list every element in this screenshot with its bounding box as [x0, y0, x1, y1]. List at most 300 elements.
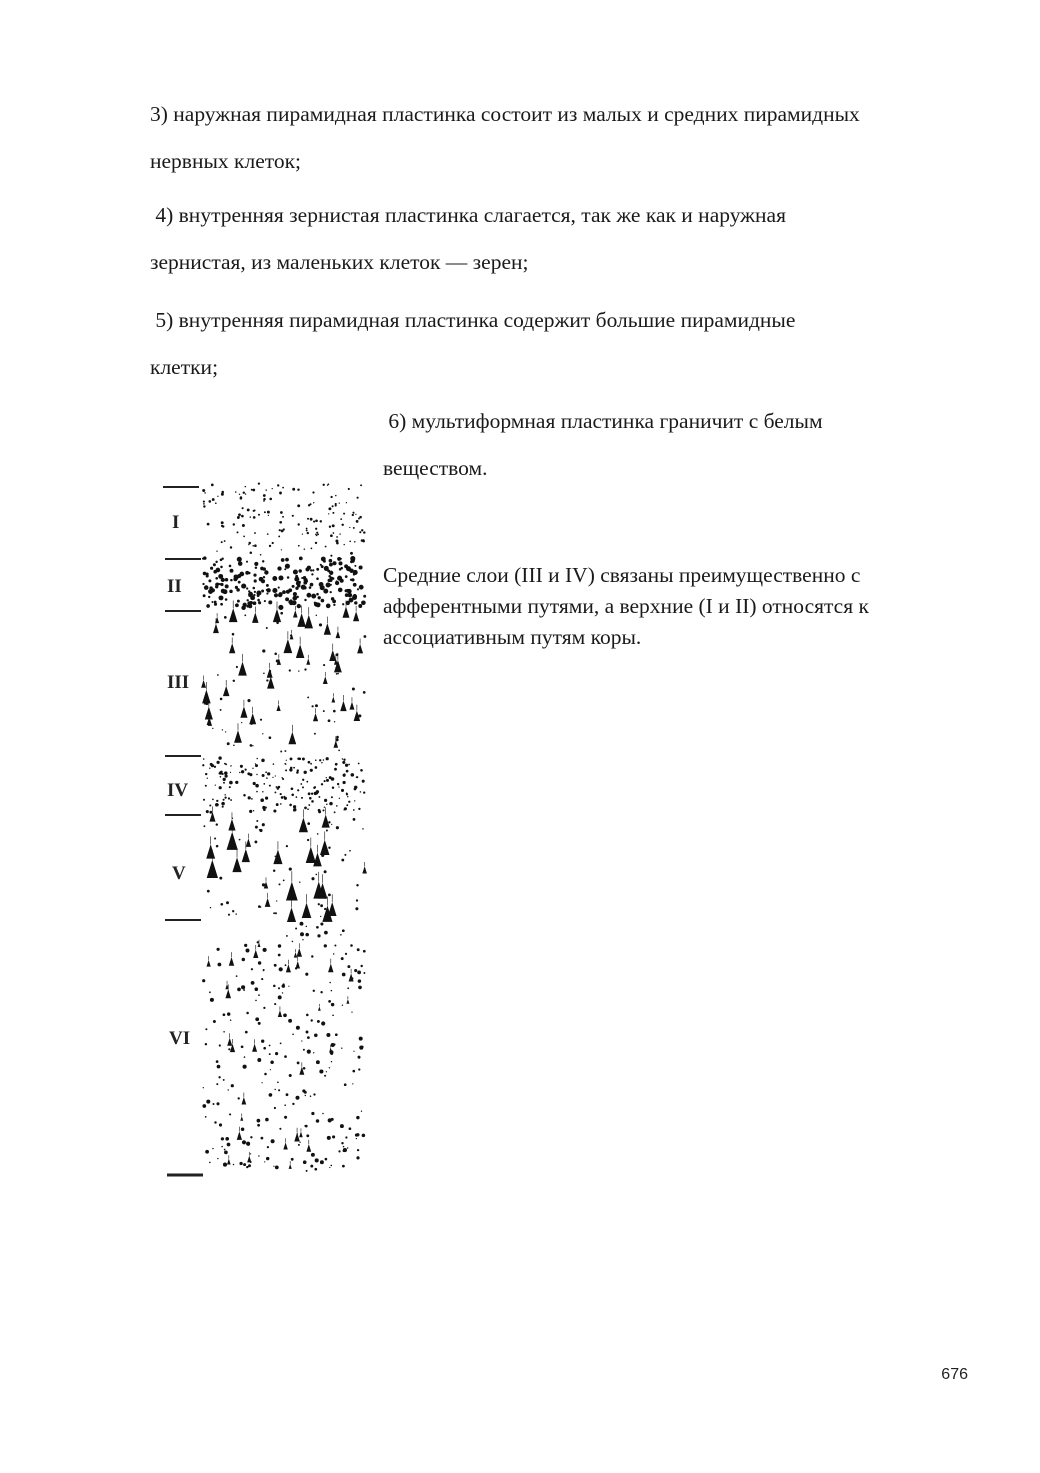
cell-dot — [236, 975, 238, 977]
cell-dot — [320, 904, 323, 907]
cell-dot — [319, 623, 322, 626]
cell-dot — [358, 518, 360, 520]
cell-dot — [334, 768, 337, 771]
cell-dot — [280, 793, 282, 795]
text-line: ассоциативным путям коры. — [383, 625, 642, 649]
cell-dot — [258, 1155, 259, 1156]
cell-dot — [262, 823, 265, 826]
cell-dot — [306, 1134, 309, 1137]
cell-dot — [320, 520, 322, 522]
cell-dot — [279, 568, 282, 571]
cell-dot — [302, 786, 304, 788]
cell-dot — [332, 505, 334, 507]
cell-dot — [316, 926, 319, 929]
cell-dot — [325, 546, 327, 548]
cell-dot — [344, 544, 345, 545]
cell-dot — [296, 796, 298, 798]
cell-dot — [278, 944, 281, 947]
cell-dot — [236, 666, 238, 668]
cell-dot — [210, 998, 214, 1002]
cell-dot — [228, 1089, 229, 1090]
cell-dot — [339, 502, 340, 503]
cell-dot — [262, 791, 264, 793]
pyramidal-cell — [318, 1004, 321, 1011]
cell-dot — [262, 774, 265, 777]
cell-dot — [243, 794, 246, 797]
cell-dot — [334, 721, 335, 722]
cell-dot — [307, 1036, 310, 1039]
cell-dot — [238, 513, 241, 516]
pyramidal-cell — [234, 723, 242, 742]
cell-dot — [239, 494, 240, 495]
cell-dot — [263, 576, 265, 578]
pyramidal-cell — [293, 606, 298, 617]
cell-dot — [219, 786, 222, 789]
cell-dot — [266, 627, 268, 629]
cell-dot — [347, 987, 349, 989]
cell-dot — [224, 540, 226, 542]
pyramidal-cell — [223, 680, 229, 696]
cell-dot — [318, 903, 320, 905]
cell-dot — [311, 1019, 313, 1021]
cell-dot — [245, 769, 247, 771]
cell-dot — [248, 544, 249, 545]
cell-dot — [297, 488, 299, 490]
cell-dot — [359, 1046, 363, 1050]
cell-dot — [202, 979, 205, 982]
cell-dot — [343, 773, 345, 775]
cell-dot — [315, 704, 318, 707]
pyramidal-cell — [249, 707, 256, 724]
cell-dot — [330, 555, 332, 557]
cell-dot — [279, 592, 283, 596]
pyramidal-cell — [201, 675, 206, 687]
cell-dot — [215, 561, 217, 563]
cell-dot — [243, 989, 245, 991]
cell-dot — [209, 811, 212, 814]
cell-dot — [254, 532, 256, 534]
cell-dot — [215, 583, 217, 585]
cell-dot — [224, 1151, 228, 1155]
cell-dot — [208, 596, 210, 598]
pyramidal-cell — [349, 697, 354, 709]
cell-dot — [256, 791, 258, 793]
cell-dot — [241, 1128, 245, 1132]
cell-dot — [321, 854, 324, 857]
cell-dot — [323, 589, 328, 594]
cell-dot — [267, 511, 270, 514]
cell-dot — [266, 593, 268, 595]
cell-dot — [323, 484, 325, 486]
cell-dot — [311, 705, 313, 707]
cell-dot — [203, 503, 205, 505]
cell-dot — [338, 1150, 340, 1152]
cell-dot — [302, 758, 305, 761]
cell-dot — [225, 578, 229, 582]
cell-dot — [292, 585, 295, 588]
cell-dot — [358, 986, 362, 990]
paragraph-layer-connections — [383, 560, 869, 653]
cell-dot — [274, 653, 277, 656]
cell-dot — [261, 579, 265, 583]
cell-dot — [358, 1056, 361, 1059]
cell-dot — [257, 1119, 261, 1123]
cell-dot — [213, 1103, 215, 1105]
cell-dot — [205, 1043, 207, 1045]
cell-dot — [272, 542, 274, 544]
cell-dot — [224, 1149, 226, 1151]
pyramidal-cell — [264, 877, 268, 888]
cell-dot — [224, 616, 227, 619]
cell-dot — [356, 1116, 359, 1119]
cell-dot — [311, 955, 313, 957]
cell-dot — [222, 802, 224, 804]
cell-dot — [229, 590, 233, 594]
cell-dot — [279, 521, 282, 524]
cell-dot — [299, 557, 303, 561]
cell-dot — [305, 567, 309, 571]
cell-dot — [252, 768, 253, 769]
cell-dot — [342, 758, 343, 759]
cell-dot — [283, 1013, 287, 1017]
cell-dot — [332, 786, 334, 788]
cell-dot — [263, 1047, 266, 1050]
cell-dot — [336, 736, 339, 739]
cell-dot — [296, 1096, 300, 1100]
cell-dot — [334, 944, 336, 946]
cell-dot — [276, 803, 279, 806]
cell-dot — [330, 1165, 332, 1167]
cell-dot — [329, 1167, 330, 1168]
cell-dot — [225, 731, 226, 732]
cell-dot — [328, 821, 330, 823]
cell-dot — [311, 1153, 315, 1157]
cell-dot — [217, 804, 219, 806]
cell-dot — [278, 535, 280, 537]
text-line: афферентными путями, а верхние (I и II) относятся к — [383, 594, 869, 618]
cell-dot — [329, 526, 331, 528]
cell-dot — [323, 710, 325, 712]
cell-dot — [339, 533, 340, 534]
pyramidal-cell — [229, 952, 234, 966]
cell-dot — [354, 800, 355, 801]
cell-dot — [289, 868, 292, 871]
cell-dot — [258, 961, 261, 964]
cell-dot — [348, 488, 350, 490]
cell-dot — [352, 514, 354, 516]
pyramidal-cell — [297, 605, 306, 626]
text-line: нервных клеток; — [150, 149, 302, 173]
cell-dot — [264, 570, 268, 574]
cell-dot — [223, 1163, 227, 1167]
cell-dot — [342, 929, 345, 932]
cell-dot — [324, 931, 328, 935]
cell-dot — [246, 561, 248, 563]
cell-dot — [355, 514, 356, 515]
cell-dot — [269, 785, 271, 787]
cell-dot — [361, 529, 363, 531]
pyramidal-cell — [238, 654, 247, 676]
cell-dot — [313, 1052, 314, 1053]
cell-dot — [330, 534, 333, 537]
cell-dot — [250, 1153, 251, 1154]
cell-dot — [246, 1166, 248, 1168]
cell-dot — [253, 601, 257, 605]
cell-dot — [217, 1158, 218, 1159]
cell-dot — [221, 493, 224, 496]
cell-dot — [223, 778, 226, 781]
cell-dot — [337, 783, 339, 785]
cell-dot — [280, 612, 283, 615]
cell-dot — [292, 1103, 294, 1105]
cell-dot — [333, 953, 334, 954]
cell-dot — [248, 796, 251, 799]
pyramidal-cell — [207, 956, 211, 966]
cell-dot — [204, 492, 206, 494]
cell-dot — [286, 845, 288, 847]
cell-dot — [328, 894, 331, 897]
cell-dot — [254, 562, 258, 566]
cell-dot — [287, 576, 290, 579]
cell-dot — [202, 558, 204, 560]
cell-dot — [263, 494, 266, 497]
cell-dot — [267, 533, 269, 535]
cell-dot — [354, 541, 356, 543]
text-line: Средние слои (III и IV) связаны преимущественно с — [383, 563, 861, 587]
cell-dot — [235, 781, 238, 784]
cell-dot — [311, 793, 313, 795]
cell-dot — [284, 1104, 286, 1106]
cell-dot — [321, 762, 322, 763]
cell-dot — [205, 785, 207, 787]
cell-dot — [356, 1138, 357, 1139]
cell-dot — [342, 761, 345, 764]
cell-dot — [258, 905, 261, 908]
cell-dot — [220, 566, 223, 569]
cell-dot — [312, 491, 314, 493]
cell-dot — [315, 718, 317, 720]
cell-dot — [363, 531, 365, 533]
cell-dot — [278, 1089, 280, 1091]
cell-dot — [341, 1142, 343, 1144]
cell-dot — [245, 486, 247, 488]
cell-dot — [339, 798, 340, 799]
cell-dot — [246, 1012, 249, 1015]
cell-dot — [220, 776, 222, 778]
cell-dot — [251, 489, 253, 491]
pyramidal-cell — [320, 831, 329, 855]
cell-dot — [212, 1148, 213, 1149]
cell-dot — [263, 948, 267, 952]
pyramidal-cell — [287, 899, 296, 922]
pyramidal-cell — [297, 943, 302, 957]
cell-dot — [353, 527, 355, 529]
cell-dot — [239, 839, 241, 841]
cell-dot — [292, 600, 297, 605]
cell-dot — [317, 934, 320, 937]
cell-dot — [214, 603, 217, 606]
pyramidal-cell — [357, 639, 363, 654]
cell-dot — [340, 934, 342, 936]
cell-dot — [220, 603, 223, 606]
cell-dot — [209, 586, 212, 589]
cell-dot — [276, 622, 279, 625]
pyramidal-cell — [354, 705, 361, 721]
cell-dot — [361, 539, 364, 542]
cell-dot — [229, 781, 233, 785]
cell-dot — [221, 521, 224, 524]
cell-dot — [319, 582, 324, 587]
cell-dot — [207, 890, 210, 893]
cell-dot — [298, 569, 301, 572]
cell-dot — [296, 596, 299, 599]
cell-dot — [242, 524, 245, 527]
pyramidal-cell — [288, 725, 296, 744]
cell-dot — [307, 839, 309, 841]
cell-dot — [317, 533, 319, 535]
cell-dot — [216, 1102, 219, 1105]
text-line: клетки; — [150, 355, 219, 379]
cell-dot — [249, 773, 252, 776]
cell-dot — [260, 567, 264, 571]
cell-dot — [361, 1111, 362, 1112]
cell-dot — [315, 874, 317, 876]
cell-dot — [342, 1005, 343, 1006]
cell-dot — [314, 602, 316, 604]
cell-dot — [326, 604, 331, 609]
cell-dot — [305, 973, 308, 976]
pyramidal-cell — [246, 834, 251, 847]
pyramidal-cell — [306, 1140, 311, 1152]
cell-dot — [237, 600, 240, 603]
cell-dot — [240, 496, 242, 498]
cell-dot — [347, 796, 348, 797]
cell-dot — [324, 944, 327, 947]
cell-dot — [330, 496, 332, 498]
cell-dot — [299, 1142, 300, 1143]
text-line: веществом. — [383, 456, 488, 480]
cell-dot — [300, 922, 304, 926]
cell-dot — [345, 764, 348, 767]
cell-dot — [215, 784, 216, 785]
cell-dot — [218, 963, 222, 967]
cell-dot — [344, 854, 346, 856]
cell-dot — [255, 1000, 257, 1002]
cell-dot — [255, 987, 259, 991]
cell-dot — [318, 596, 321, 599]
cell-dot — [354, 601, 357, 604]
cell-dot — [311, 548, 313, 550]
cell-dot — [355, 907, 358, 910]
pyramidal-cell — [329, 644, 336, 661]
cell-dot — [235, 603, 239, 607]
cell-dot — [336, 536, 338, 538]
cell-dot — [333, 604, 335, 606]
cell-dot — [276, 659, 279, 662]
cell-dot — [306, 1031, 309, 1034]
cell-dot — [235, 491, 237, 493]
cell-dot — [293, 592, 297, 596]
cell-dot — [233, 745, 235, 747]
cell-dot — [346, 804, 348, 806]
cell-dot — [353, 583, 357, 587]
cell-dot — [341, 859, 344, 862]
cell-dot — [315, 1158, 319, 1162]
pyramidal-cell — [299, 1128, 303, 1137]
pyramidal-cell — [306, 837, 316, 862]
cell-dot — [252, 545, 254, 547]
cell-dot — [243, 712, 246, 715]
cell-dot — [340, 558, 342, 560]
cell-dot — [332, 561, 336, 565]
cell-dot — [270, 1061, 274, 1065]
cell-dot — [227, 742, 230, 745]
pyramidal-cell — [267, 663, 273, 678]
cell-dot — [245, 493, 246, 494]
pyramidal-cell — [313, 845, 322, 866]
pyramidal-cell — [289, 1161, 292, 1169]
cell-dot — [323, 664, 325, 666]
cell-dot — [329, 982, 331, 984]
cell-dot — [249, 810, 252, 813]
cell-dot — [237, 988, 241, 992]
cell-dot — [268, 600, 272, 604]
paragraph-inner-pyramidal-layer — [150, 297, 795, 391]
cell-dot — [272, 588, 277, 593]
cell-dot — [203, 758, 205, 760]
cell-dot — [218, 756, 221, 759]
cell-dot — [298, 670, 299, 671]
cell-dot — [309, 503, 311, 505]
cell-dot — [267, 1146, 269, 1148]
cell-dot — [295, 927, 297, 929]
cell-dot — [238, 1097, 240, 1099]
pyramidal-cell — [206, 836, 215, 858]
cell-dot — [310, 1165, 313, 1168]
cell-dot — [243, 1163, 246, 1166]
cell-dot — [263, 970, 265, 972]
cell-dot — [290, 767, 292, 769]
layer-label-v: V — [172, 863, 186, 884]
cell-dot — [243, 492, 245, 494]
cell-dot — [338, 786, 339, 787]
pyramidal-cell — [232, 849, 241, 872]
cell-dot — [280, 511, 283, 514]
cell-dot — [306, 926, 308, 928]
cell-dot — [359, 1037, 363, 1041]
cell-dot — [307, 808, 309, 810]
cell-dot — [324, 1075, 326, 1077]
cell-dot — [305, 933, 309, 937]
cell-dot — [349, 540, 351, 542]
cell-dot — [313, 1093, 315, 1095]
cell-dot — [289, 1074, 292, 1077]
cell-dot — [268, 515, 269, 516]
cell-dot — [250, 1136, 252, 1138]
cell-dot — [274, 1107, 276, 1109]
cell-dot — [209, 804, 211, 806]
cell-dot — [254, 840, 257, 843]
cell-dot — [216, 1060, 219, 1063]
cell-dot — [356, 899, 358, 901]
cell-dot — [328, 507, 331, 510]
cell-dot — [273, 912, 275, 914]
cell-dot — [326, 779, 329, 782]
cell-dot — [273, 869, 275, 871]
cell-dot — [332, 524, 335, 527]
cell-dot — [263, 498, 266, 501]
cell-dot — [327, 569, 330, 572]
